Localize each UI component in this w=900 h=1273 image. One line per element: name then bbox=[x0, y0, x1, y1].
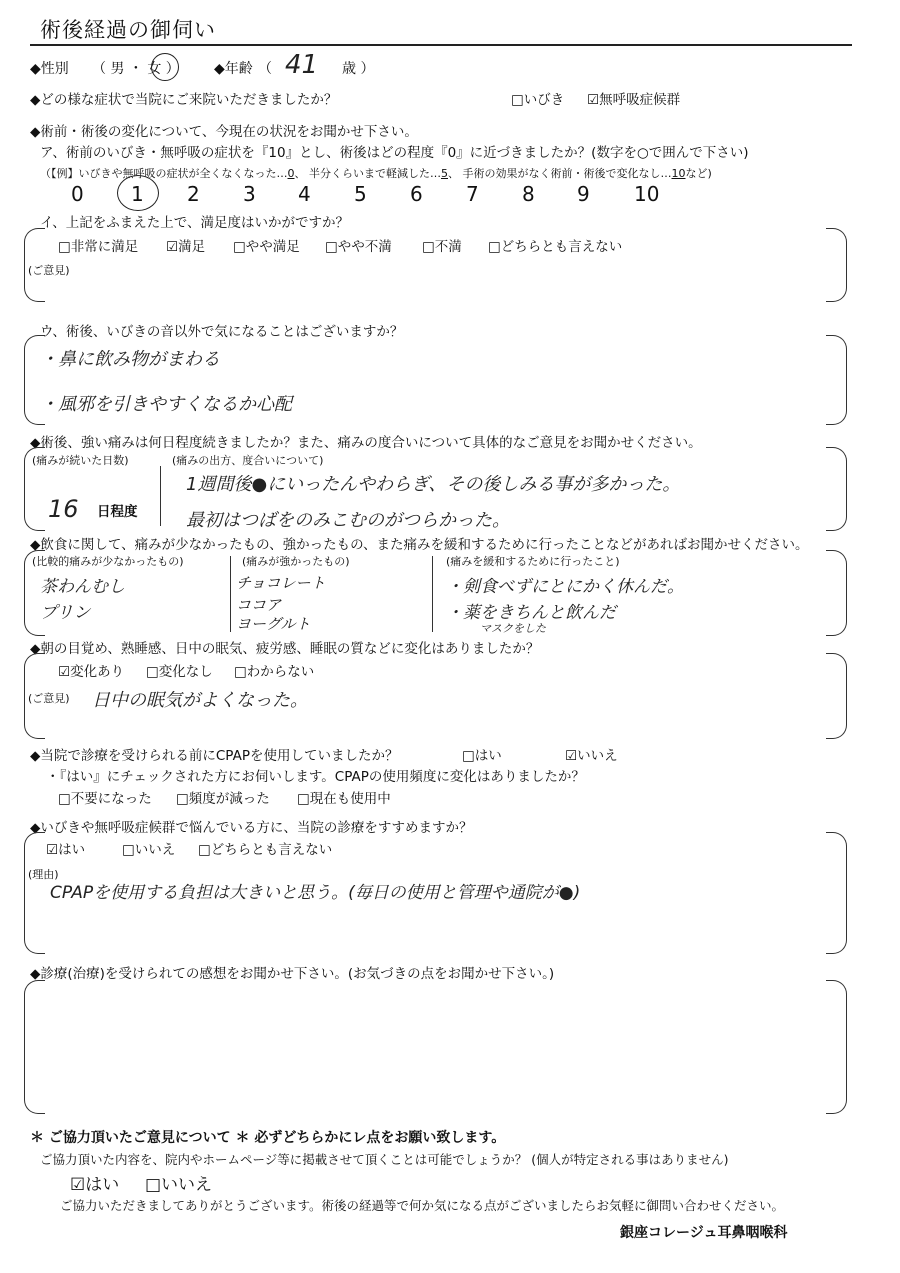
page-title: 術後経過の御伺い bbox=[40, 18, 216, 42]
other-bracket-right bbox=[826, 335, 847, 425]
food-col3-label: (痛みを緩和するために行ったこと) bbox=[446, 555, 620, 568]
food-col3-item3[interactable]: マスクをした bbox=[480, 622, 546, 635]
scale-selected-circle bbox=[117, 175, 159, 211]
food-col2-item2[interactable]: ココア bbox=[236, 596, 282, 614]
example-lead: （【例】いびきや無呼吸の症状が全く bbox=[40, 167, 222, 180]
other-answer-line1[interactable]: ・鼻に飲み物がまわる bbox=[40, 349, 220, 370]
cpap-yes[interactable]: □はい bbox=[462, 748, 502, 764]
example-body: なくなった… bbox=[221, 167, 288, 180]
question-recommend: ◆いびきや無呼吸症候群で悩んでいる方に、当院の診療をすすめますか？ bbox=[30, 820, 473, 836]
cpap-not-needed[interactable]: □不要になった bbox=[58, 791, 152, 807]
footer-note-publish: ご協力頂いた内容を、院内やホームページ等に掲載させて頂くことは可能でしょうか？ (個人が特定される事はありません) bbox=[40, 1152, 729, 1167]
morning-unknown[interactable]: □わからない bbox=[234, 664, 315, 680]
morning-opinion[interactable]: 日中の眠気がよくなった。 bbox=[92, 690, 308, 711]
question-cpap: ◆当院で診療を受けられる前にCPAPを使用していましたか？ bbox=[30, 748, 399, 764]
morning-changed[interactable]: ☑変化あり bbox=[58, 664, 125, 680]
checkbox-apnea[interactable]: ☑無呼吸症候群 bbox=[587, 92, 681, 108]
satisfaction-somewhat-satisfied[interactable]: □やや満足 bbox=[233, 239, 300, 255]
recommend-no[interactable]: □いいえ bbox=[122, 842, 176, 858]
footer-note-consent: ＊ ご協力頂いたご意見について ＊ 必ずどちらかにレ点をお願い致します。 bbox=[30, 1130, 506, 1146]
pain-days-unit: 日程度 bbox=[97, 504, 138, 520]
question-other: ウ、術後、いびきの音以外で気になることはございますか？ bbox=[40, 324, 404, 340]
example-value-10: 10 bbox=[671, 167, 686, 180]
question-morning: ◆朝の目覚め、熟睡感、日中の眠気、疲労感、睡眠の質などに変化はありましたか？ bbox=[30, 641, 540, 657]
scale-3[interactable]: 3 bbox=[243, 182, 256, 206]
question-symptom: ◆どの様な症状で当院にご来院いただきましたか？ bbox=[30, 92, 338, 108]
recommend-reason[interactable]: CPAPを使用する負担は大きいと思う。(毎日の使用と管理や通院が●) bbox=[50, 883, 581, 903]
food-bracket-right bbox=[826, 550, 847, 636]
food-col1-item2[interactable]: プリン bbox=[40, 603, 91, 623]
satisfaction-very-satisfied[interactable]: □非常に満足 bbox=[58, 239, 139, 255]
recommend-neither[interactable]: □どちらとも言えない bbox=[198, 842, 333, 858]
example-value-0: 0 bbox=[287, 167, 295, 180]
checkbox-snoring[interactable]: □いびき bbox=[511, 92, 565, 108]
satisfaction-neither[interactable]: □どちらとも言えない bbox=[488, 239, 623, 255]
scale-1[interactable]: 1 bbox=[131, 182, 144, 206]
food-divider-2 bbox=[432, 556, 433, 632]
scale-9[interactable]: 9 bbox=[577, 182, 590, 206]
morning-no-change[interactable]: □変化なし bbox=[146, 664, 213, 680]
food-col2-item3[interactable]: ヨーグルト bbox=[236, 615, 311, 633]
scale-6[interactable]: 6 bbox=[410, 182, 423, 206]
question-pain: ◆術後、強い痛みは何日程度続きましたか？また、痛みの度合いについて具体的なご意見をお聞かせください。 bbox=[30, 435, 702, 451]
food-col1-label: (比較的痛みが少なかったもの) bbox=[32, 555, 184, 568]
footer-thanks: ご協力いただきましてありがとうございます。術後の経過等で何か気になる点がございましたらお気軽に御問い合わせください。 bbox=[60, 1198, 785, 1213]
food-col2-item1[interactable]: チョコレート bbox=[236, 574, 326, 592]
age-value[interactable]: 41 bbox=[285, 50, 319, 80]
cpap-no[interactable]: ☑いいえ bbox=[565, 748, 618, 764]
cpap-still-using[interactable]: □現在も使用中 bbox=[297, 791, 391, 807]
satisfaction-dissatisfied[interactable]: □不満 bbox=[422, 239, 462, 255]
pain-days-value[interactable]: 16 bbox=[48, 495, 79, 523]
question-impression: ◆診療(治療)を受けられての感想をお聞かせ下さい。(お気づきの点をお聞かせ下さい。) bbox=[30, 966, 555, 982]
recommend-yes[interactable]: ☑はい bbox=[46, 842, 86, 858]
example-tail: 、 手術の効果がなく術前・術後で変化なし… bbox=[448, 167, 672, 180]
age-label: ◆年齢 bbox=[214, 61, 253, 77]
gender-selected-circle bbox=[151, 53, 179, 81]
question-cpap-sub: ・『はい』にチェックされた方にお伺いします。CPAPの使用頻度に変化はありましたか？ bbox=[46, 769, 585, 785]
food-col3-item2[interactable]: ・薬をきちんと飲んだ bbox=[446, 603, 616, 623]
food-col3-item1[interactable]: ・剣食べずにとにかく休んだ。 bbox=[446, 577, 684, 597]
pain-detail-label: (痛みの出方、度合いについて) bbox=[172, 454, 324, 467]
pain-divider bbox=[160, 466, 161, 526]
pain-detail-line2[interactable]: 最初はつばをのみこむのがつらかった。 bbox=[186, 510, 510, 531]
scale-7[interactable]: 7 bbox=[466, 182, 479, 206]
gender-label: ◆性別 bbox=[30, 61, 69, 77]
cpap-reduced[interactable]: □頻度が減った bbox=[176, 791, 270, 807]
question-change-a: ア、術前のいびき・無呼吸の症状を『10』とし、術後はどの程度『0』に近づきましたか？(数字を○で囲んで下さい) bbox=[40, 145, 749, 161]
morning-bracket-right bbox=[826, 653, 847, 739]
food-col2-label: (痛みが強かったもの) bbox=[242, 555, 350, 568]
scale-4[interactable]: 4 bbox=[298, 182, 311, 206]
scale-8[interactable]: 8 bbox=[522, 182, 535, 206]
publish-yes[interactable]: ☑はい bbox=[70, 1175, 120, 1195]
question-food: ◆飲食に関して、痛みが少なかったもの、強かったもの、また痛みを緩和するために行ったことなどがあればお聞かせください。 bbox=[30, 537, 809, 553]
pain-detail-line1[interactable]: 1週間後●にいったんやわらぎ、その後しみる事が多かった。 bbox=[186, 474, 681, 495]
age-unit: 歳 ） bbox=[342, 61, 375, 77]
age-open-paren: （ bbox=[258, 61, 272, 77]
question-satisfaction: イ、上記をふまえた上で、満足度はいかがですか？ bbox=[40, 215, 350, 231]
recommend-bracket-right bbox=[826, 832, 847, 954]
title-divider bbox=[30, 44, 852, 46]
example-mid: 、 半分くらいまで軽減した… bbox=[294, 167, 441, 180]
scale-10[interactable]: 10 bbox=[634, 182, 660, 206]
scale-5[interactable]: 5 bbox=[354, 182, 367, 206]
satisfaction-opinion-label: (ご意見) bbox=[28, 264, 70, 277]
satisfaction-bracket-right bbox=[826, 228, 847, 302]
food-divider-1 bbox=[230, 556, 231, 632]
example-value-5: 5 bbox=[441, 167, 448, 180]
pain-days-label: (痛みが続いた日数) bbox=[32, 454, 129, 467]
satisfaction-satisfied[interactable]: ☑満足 bbox=[166, 239, 206, 255]
gender-options: （ 男 ・ 女 ） bbox=[92, 61, 180, 77]
morning-opinion-label: (ご意見) bbox=[28, 692, 70, 705]
satisfaction-somewhat-dissatisfied[interactable]: □やや不満 bbox=[325, 239, 392, 255]
publish-no[interactable]: □いいえ bbox=[145, 1175, 213, 1195]
example-end: など) bbox=[685, 167, 712, 180]
clinic-name: 銀座コレージュ耳鼻咽喉科 bbox=[620, 1225, 788, 1241]
scale-2[interactable]: 2 bbox=[187, 182, 200, 206]
recommend-reason-label: (理由) bbox=[28, 868, 59, 881]
recommend-bracket-left bbox=[24, 832, 45, 954]
impression-bracket-left bbox=[24, 980, 45, 1114]
other-answer-line2[interactable]: ・風邪を引きやすくなるか心配 bbox=[40, 394, 292, 415]
pain-bracket-right bbox=[826, 447, 847, 531]
impression-bracket-right bbox=[826, 980, 847, 1114]
scale-0[interactable]: 0 bbox=[71, 182, 84, 206]
question-change: ◆術前・術後の変化について、今現在の状況をお聞かせ下さい。 bbox=[30, 124, 418, 140]
food-col1-item1[interactable]: 茶わんむし bbox=[40, 577, 125, 597]
